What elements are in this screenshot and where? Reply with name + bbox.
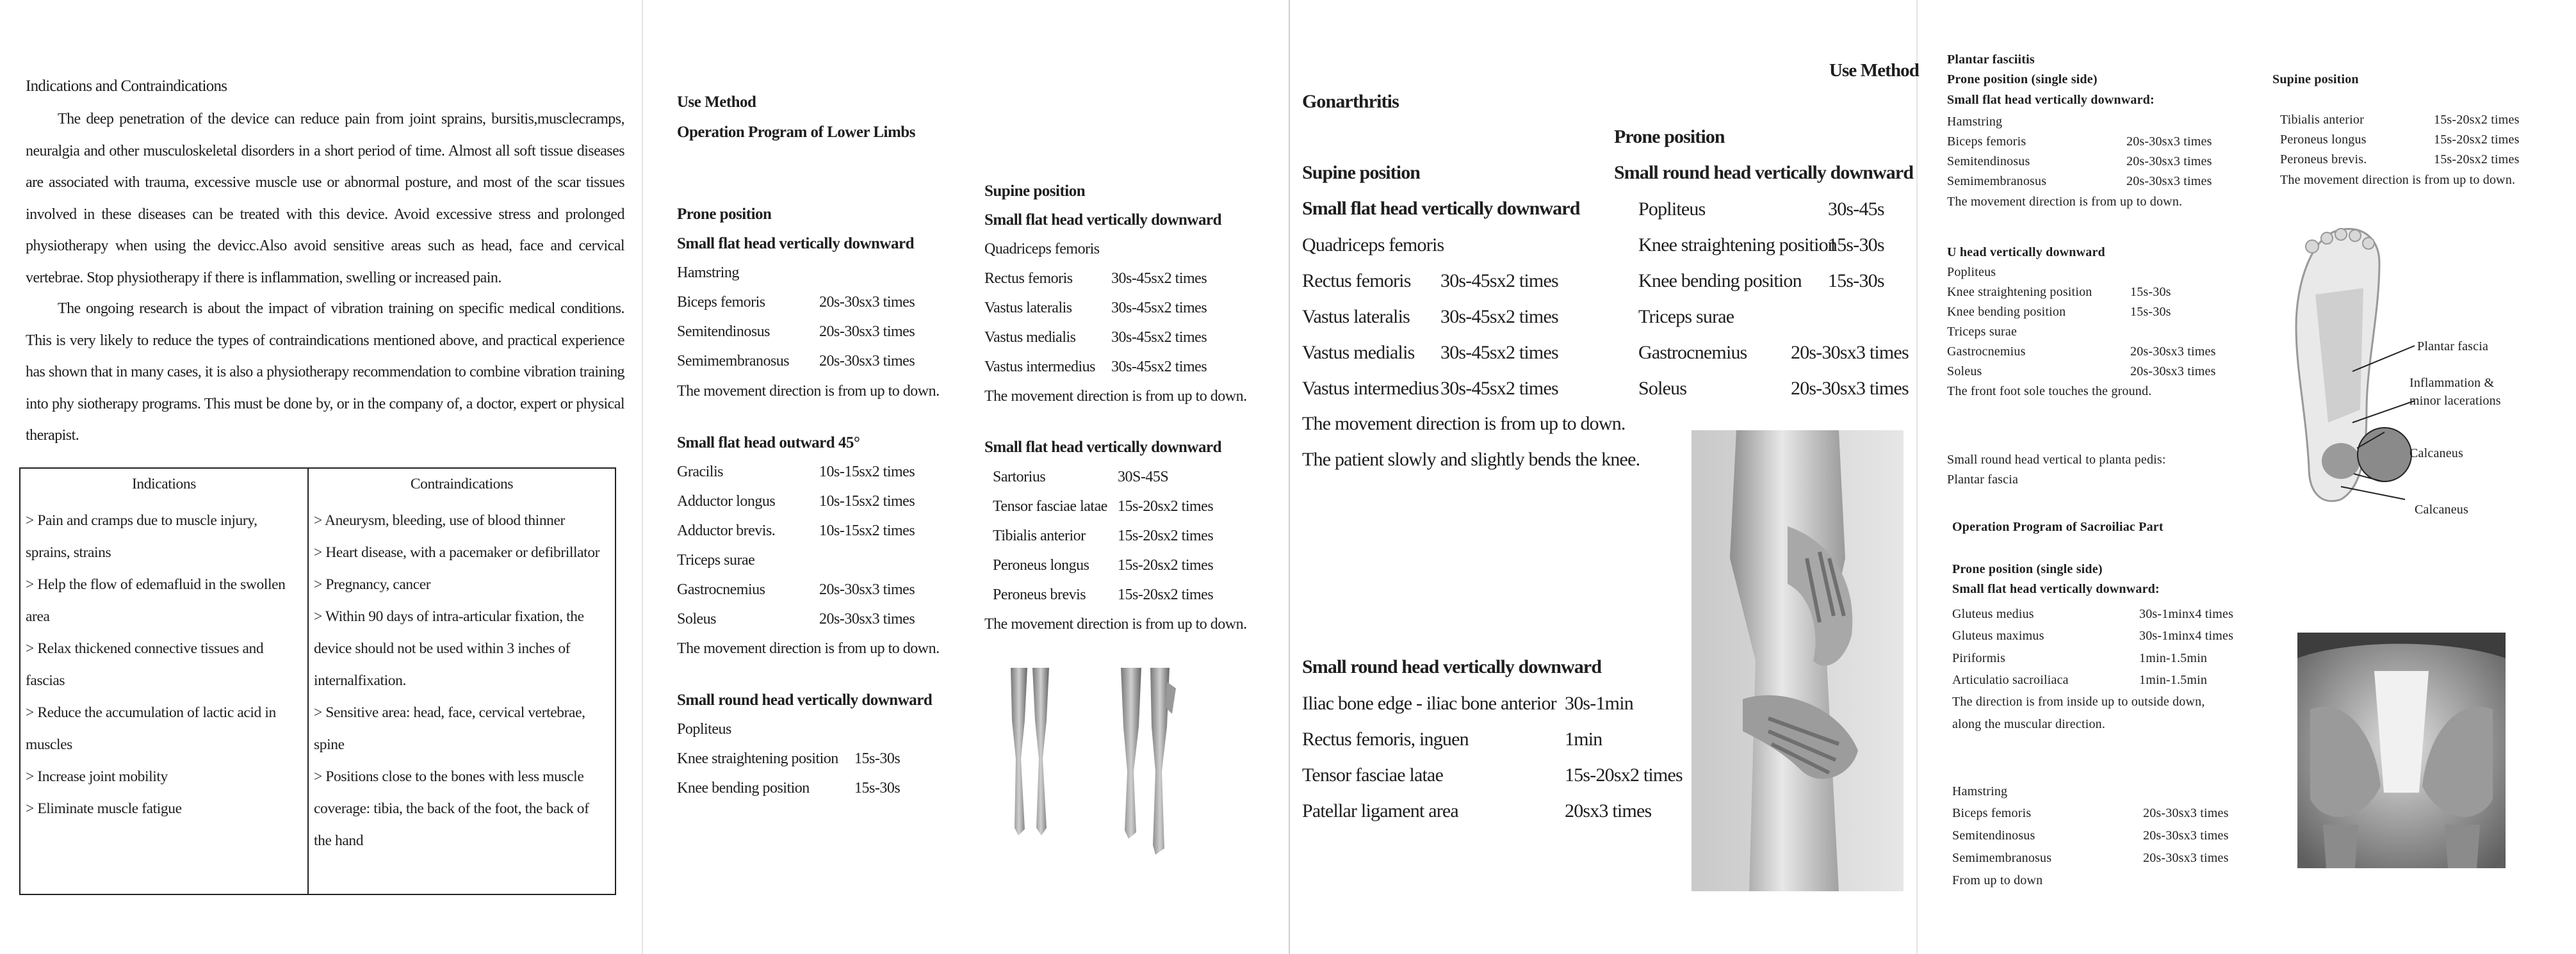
- table-row: Sartorius 30S-45S: [993, 469, 1169, 485]
- prone-heading: Prone position (single side): [1947, 72, 2098, 86]
- note: along the muscular direction.: [1952, 717, 2106, 731]
- supine-heading: Supine position: [2272, 72, 2359, 86]
- use-method-title: Use Method: [677, 93, 756, 111]
- sacroiliac-title: Operation Program of Sacroiliac Part: [1952, 520, 2164, 534]
- list-item: > Help the flow of edemafluid in the swollen area: [26, 576, 286, 625]
- table-row: Biceps femoris 20s-30sx3 times: [1947, 134, 2212, 149]
- prone-heading: Prone position: [1614, 126, 1725, 147]
- plantar-fasciitis-title: Plantar fasciitis: [1947, 53, 2035, 67]
- table-row: Adductor longus 10s-15sx2 times: [677, 493, 915, 510]
- indications-title: Indications and Contraindications: [26, 77, 227, 95]
- table-row: Gracilis 10s-15sx2 times: [677, 464, 915, 480]
- table-row: Knee straightening position 15s-30s: [1638, 234, 1884, 255]
- table-row: Tensor fasciae latae 15s-20sx2 times: [993, 498, 1214, 515]
- section-heading: Small flat head vertically downward:: [1947, 93, 2155, 107]
- leg-muscles-illustration: [999, 663, 1211, 858]
- table-row: Gluteus maximus 30s-1minx4 times: [1952, 629, 2234, 643]
- note: The front foot sole touches the ground.: [1947, 384, 2152, 398]
- note: The movement direction is from up to down.: [1302, 413, 1626, 434]
- table-row: Tibialis anterior 15s-20sx2 times: [2280, 113, 2520, 127]
- section-heading: Small round head vertically downward: [1302, 656, 1602, 677]
- section-heading: U head vertically downward: [1947, 245, 2105, 259]
- planta-instruction: Small round head vertical to planta pedis:: [1947, 453, 2166, 467]
- prone-heading: Prone position (single side): [1952, 562, 2103, 576]
- list-item: > Positions close to the bones with less muscle coverage: tibia, the back of the foot, the back of the hand: [314, 768, 589, 849]
- foot-label-lacerations: minor lacerations: [2409, 394, 2501, 408]
- table-row: Soleus 20s-30sx3 times: [1638, 378, 1909, 399]
- table-row: Knee bending position 15s-30s: [1638, 270, 1884, 291]
- table-row: Soleus 20s-30sx3 times: [677, 611, 915, 627]
- note: The movement direction is from up to down.: [2280, 173, 2516, 187]
- list-item: > Increase joint mobility: [26, 768, 168, 785]
- table-row: Gastrocnemius 20s-30sx3 times: [1638, 342, 1909, 363]
- table-row: Vastus intermedius 30s-45sx2 times: [1302, 378, 1558, 399]
- group-label: Hamstring: [677, 264, 739, 281]
- planta-target: Plantar fascia: [1947, 473, 2019, 487]
- table-row: Vastus lateralis 30s-45sx2 times: [984, 300, 1207, 316]
- note: From up to down: [1952, 873, 2043, 887]
- prone-heading: Prone position: [677, 206, 772, 223]
- table-row: Semimembranosus 20s-30sx3 times: [1952, 851, 2229, 865]
- table-row: Peroneus brevis. 15s-20sx2 times: [2280, 152, 2520, 166]
- table-row: Gastrocnemius 20s-30sx3 times: [677, 581, 915, 598]
- table-row: Gluteus medius 30s-1minx4 times: [1952, 607, 2234, 621]
- table-row: Tensor fasciae latae 15s-20sx2 times: [1302, 764, 1683, 786]
- table-row: Peroneus brevis 15s-20sx2 times: [993, 586, 1214, 603]
- table-row: Adductor brevis. 10s-15sx2 times: [677, 522, 915, 539]
- group-label: Hamstring: [1952, 784, 2008, 798]
- foot-label-calcaneus: Calcaneus: [2409, 446, 2463, 460]
- list-item: > Heart disease, with a pacemaker or defibrillator: [314, 544, 600, 561]
- knee-photo: [1692, 430, 1903, 891]
- panel-fold-2: [1289, 0, 1290, 954]
- table-row: Popliteus 30s-45s: [1638, 198, 1884, 220]
- group-label: Popliteus: [1947, 265, 1996, 279]
- table-row: Semimembranosus 20s-30sx3 times: [1947, 174, 2212, 188]
- section-heading: Small flat head vertically downward: [984, 439, 1221, 456]
- group-label: Triceps surae: [677, 552, 755, 569]
- table-row: Tibialis anterior 15s-20sx2 times: [993, 528, 1214, 544]
- table-row: Piriformis 1min-1.5min: [1952, 651, 2208, 665]
- note: The direction is from inside up to outside down,: [1952, 695, 2205, 709]
- contraindications-header: Contraindications: [308, 468, 615, 499]
- table-row: Vastus medialis 30s-45sx2 times: [984, 329, 1207, 346]
- note: The movement direction is from up to down.: [677, 640, 940, 657]
- table-row: Knee straightening position 15s-30s: [1947, 285, 2171, 299]
- table-row: Biceps femoris 20s-30sx3 times: [677, 294, 915, 311]
- section-heading: Small round head vertically downward: [1614, 162, 1914, 183]
- intro-paragraph-1: The deep penetration of the device can reduce pain from joint sprains, bursitis,musclecramps, neuralgia and other musculoskeletal disorders in a short period of time. Almost all soft tissue diseases are associated with trauma, excessive muscle use or abnormal posture, and most of the scar tissues involved in these diseases can be treated with this device. Avoid excessive stress and prolonged physiotherapy when using the devicc.Also avoid sensitive areas such as head, face and cervical vertebrae. Stop physiotherapy if there is inflammation, swelling or increased pain.: [26, 111, 624, 286]
- list-item: > Aneurysm, bleeding, use of blood thinner: [314, 512, 565, 529]
- section-heading: Small flat head outward 45°: [677, 434, 860, 451]
- table-row: Iliac bone edge - iliac bone anterior 30s-1min: [1302, 693, 1633, 714]
- table-row: Semitendinosus 20s-30sx3 times: [1947, 154, 2212, 168]
- note: The movement direction is from up to down.: [1947, 195, 2183, 209]
- list-item: > Pain and cramps due to muscle injury, sprains, strains: [26, 512, 257, 561]
- note: The movement direction is from up to down.: [984, 388, 1247, 405]
- list-item: > Eliminate muscle fatigue: [26, 800, 182, 817]
- table-row: Knee bending position 15s-30s: [1947, 305, 2171, 319]
- table-row: Vastus lateralis 30s-45sx2 times: [1302, 306, 1558, 327]
- panel-fold-1: [642, 0, 643, 954]
- table-row: Patellar ligament area 20sx3 times: [1302, 800, 1652, 821]
- foot-label-plantar-fascia: Plantar fascia: [2417, 339, 2489, 353]
- section-heading: Small flat head vertically downward: [1302, 198, 1580, 219]
- table-row: Semitendinosus 20s-30sx3 times: [1952, 829, 2229, 843]
- list-item: > Reduce the accumulation of lactic acid in muscles: [26, 704, 276, 753]
- table-row: Rectus femoris 30s-45sx2 times: [1302, 270, 1558, 291]
- table-row: Knee bending position 15s-30s: [677, 780, 901, 796]
- intro-paragraph-2: The ongoing research is about the impact of vibration training on specific medical conditions. This is very likely to reduce the types of contraindications mentioned above, and practical experience has shown that in many cases, it is also a physiotherapy recommendation to combine vibration training into phy siotherapy programs. This must be done by, or in the company of, a doctor, expert or physical therapist.: [26, 300, 624, 444]
- table-row: Peroneus longus 15s-20sx2 times: [993, 557, 1214, 574]
- table-row: Soleus 20s-30sx3 times: [1947, 364, 2216, 378]
- gonarthritis-title: Gonarthritis: [1302, 91, 1399, 112]
- group-label: Hamstring: [1947, 115, 2003, 129]
- section-heading: Small round head vertically downward: [677, 691, 933, 709]
- group-label: Triceps surae: [1947, 325, 2018, 339]
- table-row: Semitendinosus 20s-30sx3 times: [677, 323, 915, 340]
- table-row: Vastus intermedius 30s-45sx2 times: [984, 359, 1207, 375]
- table-row: Semimembranosus 20s-30sx3 times: [677, 353, 915, 369]
- table-row: Rectus femoris 30s-45sx2 times: [984, 270, 1207, 287]
- contraindications-list: [308, 499, 615, 894]
- table-row: Vastus medialis 30s-45sx2 times: [1302, 342, 1558, 363]
- table-row: Peroneus longus 15s-20sx2 times: [2280, 133, 2520, 147]
- list-item: > Within 90 days of intra-articular fixation, the device should not be used within 3 inches of internalfixation.: [314, 608, 584, 689]
- lower-limbs-title: Operation Program of Lower Limbs: [677, 124, 915, 141]
- list-item: > Pregnancy, cancer: [314, 576, 431, 593]
- group-label: Quadriceps femoris: [984, 241, 1100, 257]
- foot-label-calcaneus-bottom: Calcaneus: [2415, 503, 2468, 517]
- table-row: Knee straightening position 15s-30s: [677, 750, 901, 767]
- indications-table: [19, 467, 616, 895]
- section-heading: Small flat head vertically downward: [984, 211, 1221, 229]
- list-item: > Relax thickened connective tissues and fascias: [26, 640, 264, 689]
- group-label: Popliteus: [677, 721, 731, 738]
- note: The patient slowly and slightly bends the knee.: [1302, 449, 1640, 470]
- indications-header: Indications: [20, 468, 308, 499]
- table-row: Gastrocnemius 20s-30sx3 times: [1947, 344, 2216, 359]
- supine-heading: Supine position: [1302, 162, 1421, 183]
- section-heading: Small flat head vertically downward: [677, 235, 914, 252]
- use-method-title: Use Method: [1829, 60, 1920, 81]
- note: The movement direction is from up to down.: [677, 383, 940, 400]
- group-label: Quadriceps femoris: [1302, 234, 1444, 255]
- table-row: Rectus femoris, inguen 1min: [1302, 729, 1602, 750]
- foot-diagram: [2277, 218, 2424, 519]
- table-row: Articulatio sacroiliaca 1min-1.5min: [1952, 673, 2208, 687]
- supine-heading: Supine position: [984, 182, 1086, 200]
- foot-label-inflammation: Inflammation &: [2409, 376, 2495, 390]
- hip-muscles-illustration: [2297, 633, 2506, 868]
- panel-fold-3: [1916, 0, 1918, 954]
- list-item: > Sensitive area: head, face, cervical vertebrae, spine: [314, 704, 585, 753]
- section-heading: Small flat head vertically downward:: [1952, 582, 2160, 596]
- group-label: Triceps surae: [1638, 306, 1734, 327]
- table-row: Biceps femoris 20s-30sx3 times: [1952, 806, 2229, 820]
- indications-list: [20, 499, 308, 894]
- note: The movement direction is from up to down.: [984, 616, 1247, 633]
